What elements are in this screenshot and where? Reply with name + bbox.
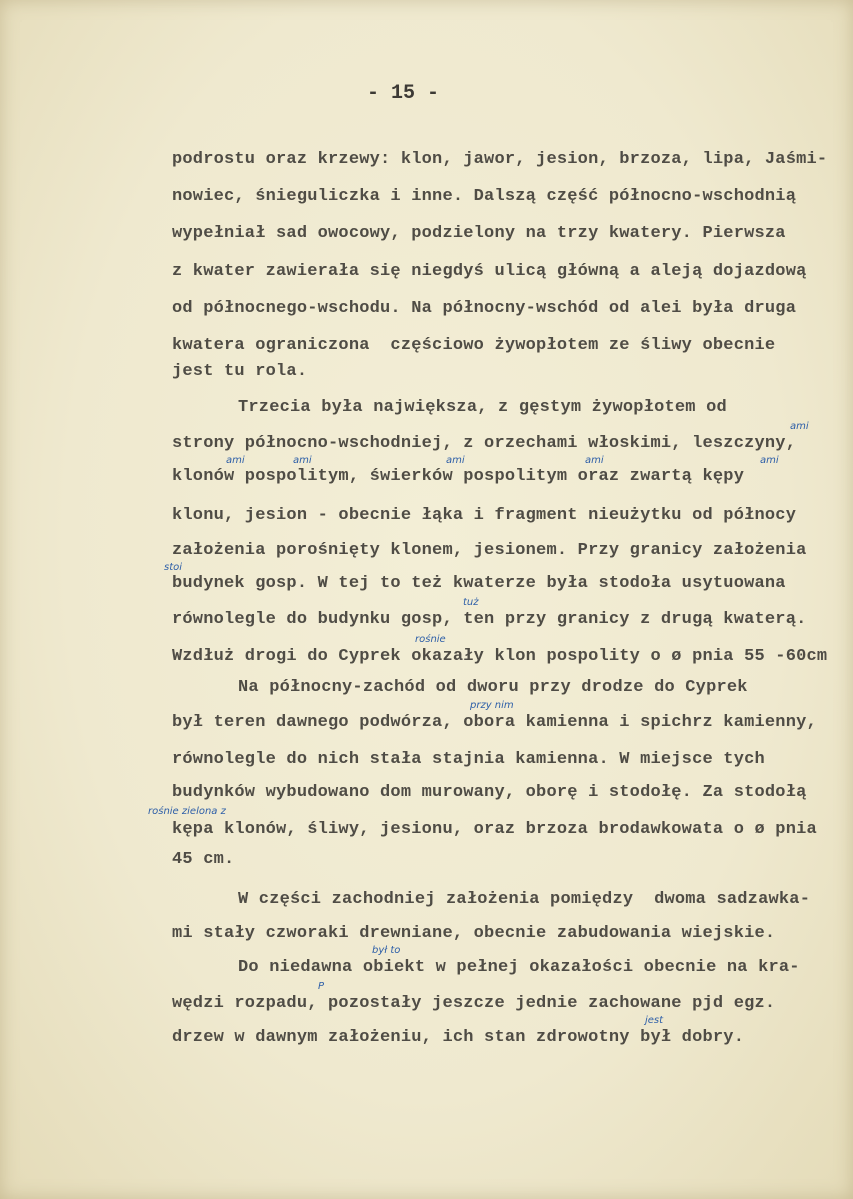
text-line: od północnego-wschodu. Na północny-wschód od alei była druga: [172, 299, 797, 318]
text-line: kępa klonów, śliwy, jesionu, oraz brzoza brodawkowata o ø pnia: [172, 820, 817, 839]
text-line: Do niedawna obiekt w pełnej okazałości obecnie na kra-: [238, 958, 800, 977]
text-line: założenia porośnięty klonem, jesionem. Przy granicy założenia: [172, 541, 807, 560]
handwritten-annotation: rośnie zielona z: [148, 806, 226, 817]
text-line: jest tu rola.: [172, 362, 308, 381]
handwritten-annotation: jest: [645, 1015, 664, 1026]
text-line: budynków wybudowano dom murowany, oborę i stodołę. Za stodołą: [172, 783, 807, 802]
handwritten-annotation: tuż: [463, 597, 479, 608]
page-number: - 15 -: [367, 82, 440, 105]
text-line: budynek gosp. W tej to też kwaterze była stodoła usytuowana: [172, 574, 786, 593]
handwritten-annotation: ami: [790, 421, 809, 432]
text-line: Wzdłuż drogi do Cyprek okazały klon pospolity o ø pnia 55 -60cm: [172, 647, 828, 666]
handwritten-annotation: ami: [226, 455, 245, 466]
text-line: z kwater zawierała się niegdyś ulicą główną a aleją dojazdową: [172, 262, 807, 281]
handwritten-annotation: ami: [585, 455, 604, 466]
text-line: mi stały czworaki drewniane, obecnie zabudowania wiejskie.: [172, 924, 776, 943]
handwritten-annotation: ami: [293, 455, 312, 466]
text-line: Na północny-zachód od dworu przy drodze do Cyprek: [238, 678, 748, 697]
handwritten-annotation: był to: [372, 945, 401, 956]
text-line: Trzecia była największa, z gęstym żywopłotem od: [238, 398, 727, 417]
handwritten-annotation: ami: [760, 455, 779, 466]
text-line: wypełniał sad owocowy, podzielony na trzy kwatery. Pierwsza: [172, 224, 786, 243]
text-line: podrostu oraz krzewy: klon, jawor, jesion, brzoza, lipa, Jaśmi-: [172, 150, 828, 169]
text-line: wędzi rozpadu, pozostały jeszcze jednie zachowane pjd egz.: [172, 994, 776, 1013]
text-line: klonu, jesion - obecnie łąka i fragment nieużytku od północy: [172, 506, 797, 525]
text-line: równolegle do budynku gosp, ten przy granicy z drugą kwaterą.: [172, 610, 807, 629]
handwritten-annotation: przy nim: [470, 700, 514, 711]
handwritten-annotation: stoi: [164, 562, 183, 573]
text-line: był teren dawnego podwórza, obora kamienna i spichrz kamienny,: [172, 713, 817, 732]
handwritten-annotation: P: [318, 981, 325, 992]
text-line: drzew w dawnym założeniu, ich stan zdrowotny był dobry.: [172, 1028, 745, 1047]
text-line: nowiec, śnieguliczka i inne. Dalszą część północno-wschodnią: [172, 187, 797, 206]
text-line: W części zachodniej założenia pomiędzy dwoma sadzawka-: [238, 890, 811, 909]
text-line: klonów pospolitym, świerków pospolitym oraz zwartą kępy: [172, 467, 745, 486]
text-line: równolegle do nich stała stajnia kamienna. W miejsce tych: [172, 750, 765, 769]
handwritten-annotation: ami: [446, 455, 465, 466]
handwritten-annotation: rośnie: [415, 634, 446, 645]
text-line: 45 cm.: [172, 850, 235, 869]
text-line: kwatera ograniczona częściowo żywopłotem ze śliwy obecnie: [172, 336, 776, 355]
text-line: strony północno-wschodniej, z orzechami włoskimi, leszczyny,: [172, 434, 797, 453]
